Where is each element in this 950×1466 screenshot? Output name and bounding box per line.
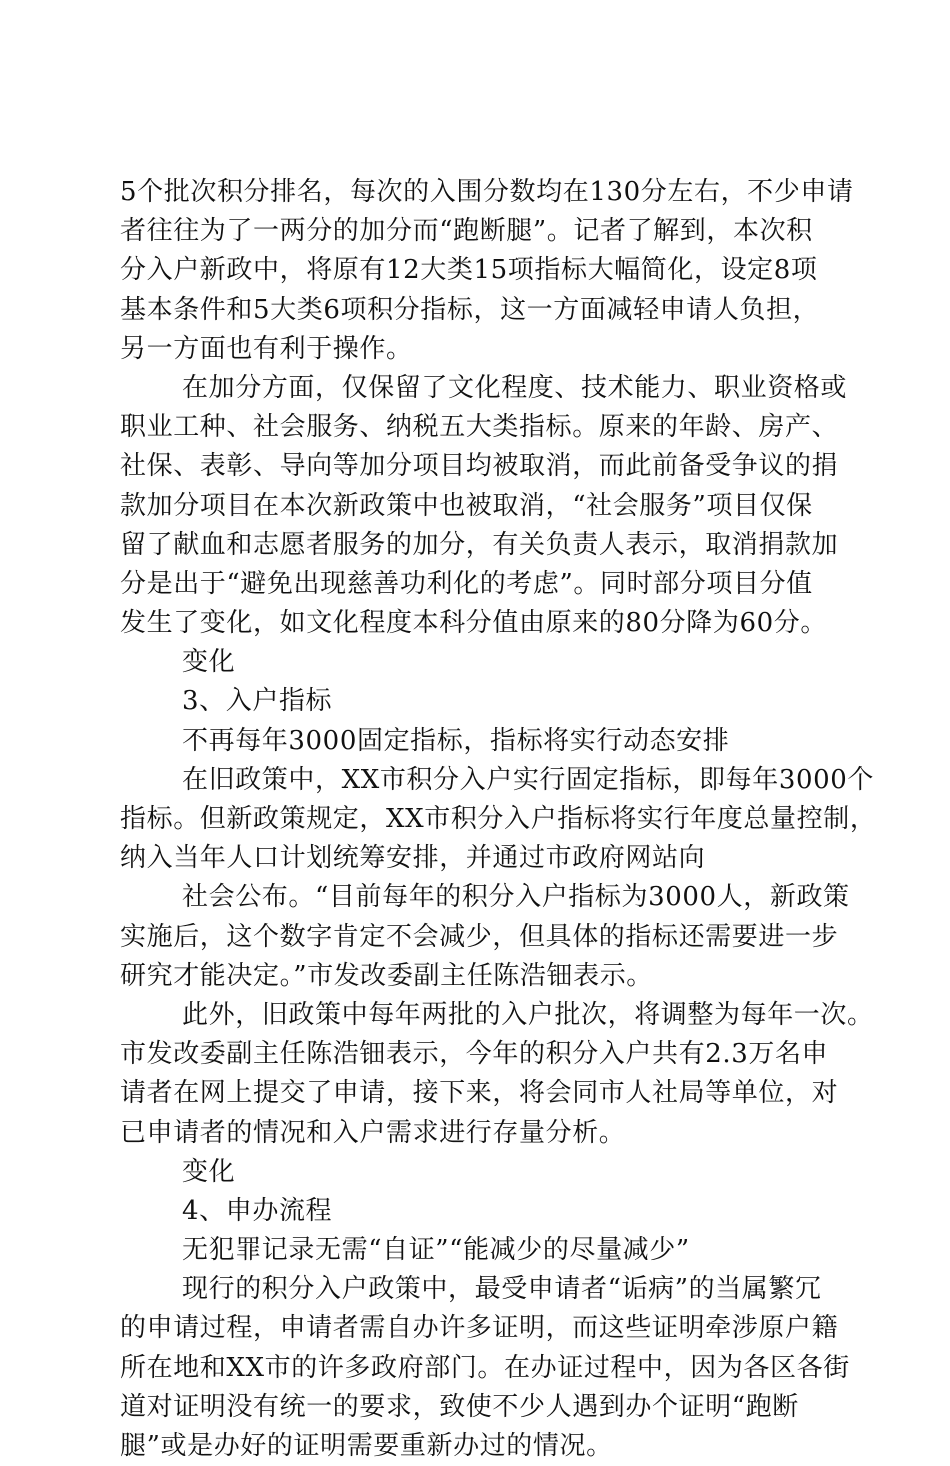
section-heading: 3、入户指标 <box>182 686 333 717</box>
text-line: 实施后，这个数字肯定不会减少，但具体的指标还需要进一步 <box>120 921 839 952</box>
section-label: 变化 <box>182 1156 236 1187</box>
document-body <box>120 173 877 1466</box>
text-line: 请者在网上提交了申请，接下来，将会同市人社局等单位，对 <box>120 1078 839 1109</box>
section-subheading: 不再每年3000固定指标，指标将实行动态安排 <box>182 725 730 756</box>
text-line: 社保、表彰、导向等加分项目均被取消，而此前备受争议的捐 <box>120 451 839 482</box>
text-line: 款加分项目在本次新政策中也被取消，“社会服务”项目仅保 <box>120 490 813 521</box>
text-line: 道对证明没有统一的要求，致使不少人遇到办个证明“跑断 <box>120 1391 799 1422</box>
section-subheading: 无犯罪记录无需“自证”“能减少的尽量减少” <box>182 1235 690 1266</box>
text-line: 分入户新政中，将原有12大类15项指标大幅简化，设定8项 <box>120 255 818 286</box>
text-line: 腿”或是办好的证明需要重新办过的情况。 <box>120 1431 613 1461</box>
text-line: 基本条件和5大类6项积分指标，这一方面减轻申请人负担， <box>120 294 820 325</box>
text-line: 的申请过程，申请者需自办许多证明，而这些证明牵涉原户籍 <box>120 1313 839 1344</box>
text-line: 发生了变化，如文化程度本科分值由原来的80分降为60分。 <box>120 608 827 639</box>
text-line: 5个批次积分排名，每次的入围分数均在130分左右，不少申请 <box>120 177 854 207</box>
text-line: 研究才能决定。”市发改委副主任陈浩钿表示。 <box>120 960 653 991</box>
text-line: 已申请者的情况和入户需求进行存量分析。 <box>120 1117 626 1148</box>
text-line: 纳入当年人口计划统筹安排，并通过市政府网站向 <box>120 843 706 874</box>
paragraph-first-line: 社会公布。“目前每年的积分入户指标为3000人，新政策 <box>182 882 850 913</box>
text-line: 分是出于“避免出现慈善功利化的考虑”。同时部分项目分值 <box>120 568 813 599</box>
text-line: 指标。但新政策规定，XX市积分入户指标将实行年度总量控制， <box>120 804 877 834</box>
text-line: 职业工种、社会服务、纳税五大类指标。原来的年龄、房产、 <box>120 412 839 443</box>
text-line: 留了献血和志愿者服务的加分，有关负责人表示，取消捐款加 <box>120 529 839 560</box>
text-line: 所在地和XX市的许多政府部门。在办证过程中，因为各区各街 <box>120 1352 850 1383</box>
text-line: 市发改委副主任陈浩钿表示，今年的积分入户共有2.3万名申 <box>120 1039 829 1070</box>
section-heading: 4、申办流程 <box>182 1195 333 1226</box>
text-line: 者往往为了一两分的加分而“跑断腿”。记者了解到，本次积 <box>120 216 813 247</box>
text-line: 另一方面也有利于操作。 <box>120 333 413 364</box>
section-label: 变化 <box>182 647 236 678</box>
paragraph-first-line: 在加分方面，仅保留了文化程度、技术能力、职业资格或 <box>182 372 848 403</box>
paragraph-first-line: 在旧政策中，XX市积分入户实行固定指标，即每年3000个 <box>182 764 874 795</box>
paragraph-first-line: 现行的积分入户政策中，最受申请者“诟病”的当属繁冗 <box>182 1274 822 1305</box>
paragraph-first-line: 此外，旧政策中每年两批的入户批次，将调整为每年一次。 <box>182 999 874 1030</box>
